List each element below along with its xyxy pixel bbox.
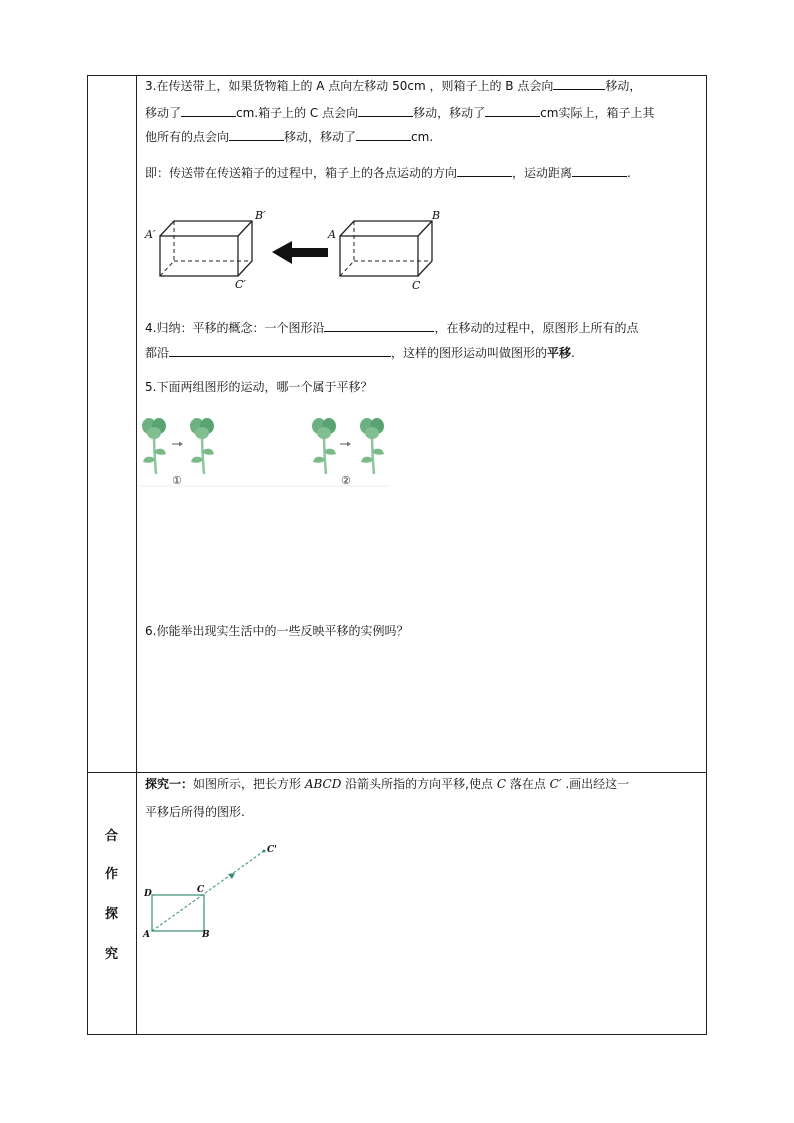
blank <box>229 127 284 141</box>
label-c-prime: C' <box>267 845 277 855</box>
flower-icon <box>190 418 214 474</box>
label-c: C <box>412 279 421 292</box>
section-char: 合 <box>104 829 118 844</box>
flower-figures <box>140 412 390 492</box>
flower-group-2 <box>312 418 384 474</box>
box-front-face <box>160 236 238 276</box>
label-option-1: ① <box>172 474 182 487</box>
q3-text: . <box>627 166 631 180</box>
blank <box>356 127 411 141</box>
label-a-prime: A′ <box>145 228 156 241</box>
label-c-prime: C′ <box>235 278 246 291</box>
explore-text: 沿箭头所指的方向平移,使点 <box>341 777 497 791</box>
q3-text: ，运动距离 <box>512 166 573 180</box>
explore-line-2: 平移后所得的图形. <box>145 805 245 819</box>
box-edge <box>418 221 432 236</box>
translation-direction-line <box>152 851 264 931</box>
rectangle-translation-figure <box>140 838 290 943</box>
math-c: C <box>496 777 506 791</box>
q4-text: 都沿 <box>145 346 170 360</box>
blank <box>572 163 627 177</box>
blank <box>358 103 413 117</box>
blank <box>169 343 391 357</box>
q4-text: . <box>571 346 575 360</box>
term-translation: 平移 <box>547 346 572 360</box>
q5-text: 5.下面两组图形的运动，哪一个属于平移？ <box>145 380 373 394</box>
math-c-prime: C′ <box>549 777 562 791</box>
q3-text: 移动， <box>605 79 642 93</box>
section-char: 究 <box>104 947 118 962</box>
section-char: 探 <box>104 907 118 922</box>
section-char: 作 <box>104 867 118 882</box>
small-arrow-head-icon <box>347 442 351 447</box>
label-a: A <box>328 228 336 241</box>
hidden-edge <box>160 261 174 276</box>
q4-line-1 <box>145 318 638 338</box>
q4-line-2 <box>145 343 575 363</box>
label-d: D <box>144 889 152 899</box>
explore-text: 如图所示，把长方形 <box>193 777 305 791</box>
q3-text: 3.在传送带上，如果货物箱上的 A 点向左移动 50cm ，则箱子上的 B 点会向 <box>145 79 554 93</box>
blank <box>485 103 540 117</box>
q4-text: ，这样的图形运动叫做图形的 <box>391 346 548 360</box>
q3-text: cm.箱子上的 C 点会向 <box>236 106 359 120</box>
hidden-edge <box>340 261 354 276</box>
label-option-2: ② <box>341 474 351 487</box>
blank <box>457 163 512 177</box>
blank <box>181 103 236 117</box>
label-b: B <box>202 930 210 940</box>
direction-arrow-icon <box>228 873 235 879</box>
q3-line-3 <box>145 127 433 147</box>
q3-text: 他所有的点会向 <box>145 130 230 144</box>
explore-line-1 <box>145 774 629 794</box>
q3-summary <box>145 163 631 183</box>
q3-text: 移动，移动了 <box>284 130 357 144</box>
explore-text: .画出经这一 <box>561 777 630 791</box>
q3-text: 移动，移动了 <box>413 106 486 120</box>
small-arrow-head-icon <box>179 442 183 447</box>
flower-group-1 <box>142 418 214 474</box>
q3-text: 移动了 <box>145 106 182 120</box>
explore-text: 落在点 <box>506 777 550 791</box>
label-b: B <box>432 209 441 222</box>
flower-icon <box>142 418 166 474</box>
q4-text: 4.归纳：平移的概念：一个图形沿 <box>145 321 325 335</box>
column-divider <box>136 75 137 1035</box>
label-a: A <box>143 930 150 940</box>
explore-heading: 探究一： <box>145 777 194 791</box>
label-c: C <box>197 885 205 895</box>
q3-text: 即：传送带在传送箱子的过程中，箱子上的各点运动的方向 <box>145 166 458 180</box>
math-abcd: ABCD <box>304 777 342 791</box>
blank <box>324 318 434 332</box>
flower-icon <box>360 418 384 474</box>
q3-line-1 <box>145 76 641 96</box>
q4-text: ，在移动的过程中，原图形上所有的点 <box>434 321 639 335</box>
blank <box>553 76 605 90</box>
q6-text: 6.你能举出现实生活中的一些反映平移的实例吗？ <box>145 624 409 638</box>
point-c-prime <box>263 850 266 853</box>
label-b-prime: B′ <box>255 209 266 222</box>
q3-text: cm. <box>411 130 434 144</box>
left-arrow-icon <box>272 241 328 264</box>
q3-line-2 <box>145 103 654 123</box>
q3-text: cm实际上，箱子上其 <box>540 106 655 120</box>
flower-icon <box>312 418 336 474</box>
row-divider <box>87 772 707 773</box>
box-translation-figure <box>140 200 450 295</box>
box-front-face <box>340 236 418 276</box>
box-edge <box>238 221 252 236</box>
